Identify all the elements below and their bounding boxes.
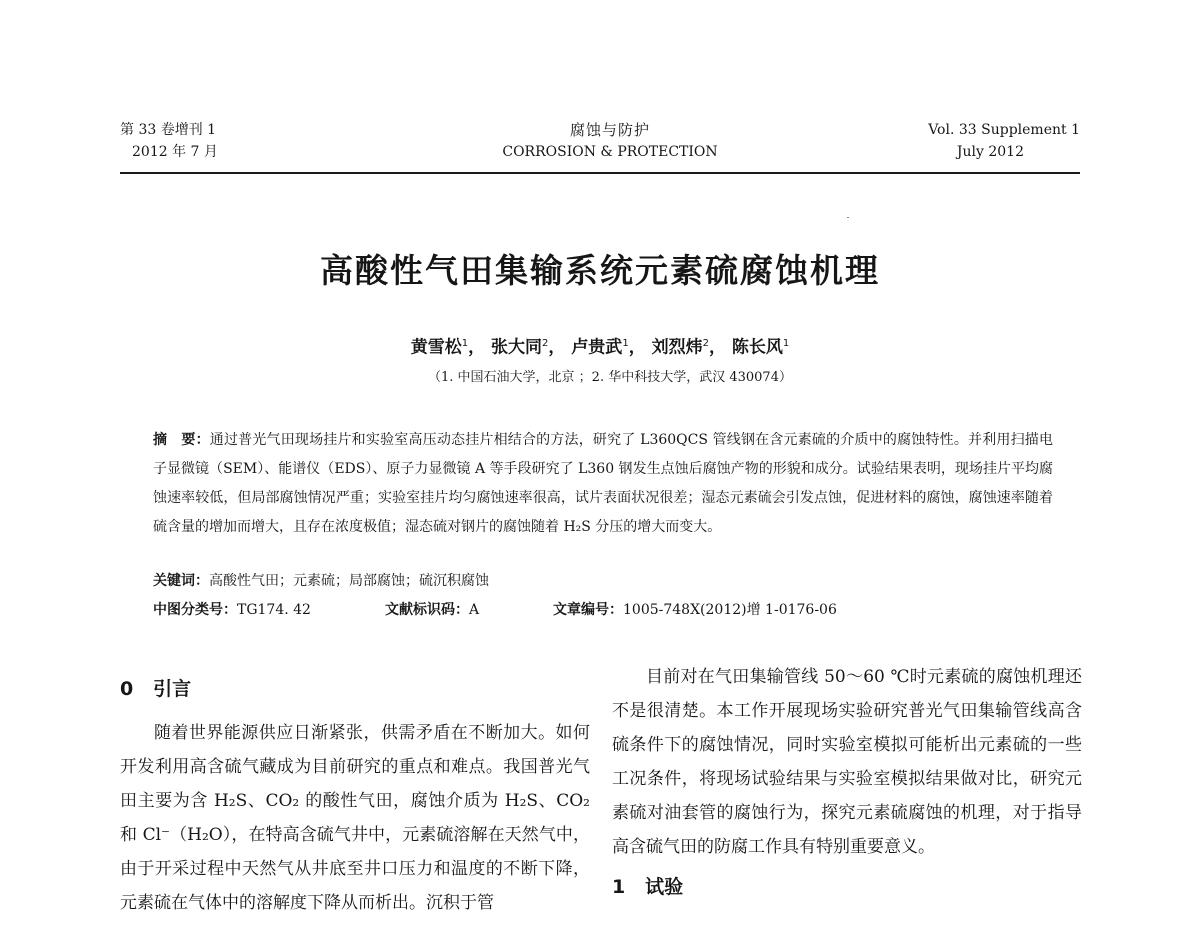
document-code: [385, 599, 479, 621]
header-volume-info: [120, 119, 218, 163]
affiliations: （1. 中国石油大学，北京 ；2. 华中科技大学，武汉 430074）: [428, 370, 792, 385]
author-name: 张大同: [491, 337, 543, 358]
author-name: 卢贵武: [571, 337, 623, 358]
author-name: 黄雪松: [410, 337, 462, 358]
keywords-label: 关键词：: [153, 573, 209, 589]
abstract-text: 通过普光气田现场挂片和实验室高压动态挂片相结合的方法，研究了 L360QCS 管线钢在含元素硫的介质中的腐蚀特性。并利用扫描电子显微镜（SEM）、能谱仪（EDS）、原子力显微镜 A 等手段研究了 L360 钢发生点蚀后腐蚀产物的形貌和成分。试验结果表明，现场挂片平均腐蚀速率较低，但局部腐蚀情况严重；实验室挂片均匀腐蚀速率很高，试片表面状况很差；湿态元素硫会引发点蚀，促进材料的腐蚀，腐蚀速率随着硫含量的增加而增大，且存在浓度极值；湿态硫对钢片的腐蚀随着 H₂S 分压的增大而变大。: [153, 432, 1053, 535]
article-number-label: 文章编号：: [553, 602, 623, 618]
header-date-en: July 2012: [956, 144, 1024, 160]
clc-value: TG174. 42: [237, 602, 311, 618]
section-heading-experiment: [612, 870, 1082, 904]
journal-name-cn: 腐蚀与防护: [569, 121, 650, 139]
header-volume-en: Vol. 33 Supplement 1: [928, 122, 1080, 138]
abstract-label: 摘 要：: [153, 432, 210, 448]
section-heading-introduction: [120, 672, 590, 706]
header-volume: 第 33 卷增刊 1: [120, 122, 217, 138]
author-affiliation-mark: 1: [461, 338, 469, 349]
article-number-value: 1005-748X(2012)增 1-0176-06: [623, 602, 837, 618]
author-affiliation-mark: 1: [622, 338, 629, 349]
background-paragraph: 目前对在气田集输管线 50～60 ℃时元素硫的腐蚀机理还不是很清楚。本工作开展现场实验研究普光气田集输管线高含硫条件下的腐蚀情况，同时实验室模拟可能析出元素硫的一些工况条件，将现场试验结果与实验室模拟结果做对比，研究元素硫对油套管的腐蚀行为，探究元素硫腐蚀的机理，对于指导高含硫气田的防腐工作具有特别重要意义。: [612, 667, 1082, 857]
author-name: 刘烈炜: [651, 337, 703, 358]
author-name: 陈长风: [731, 337, 783, 358]
document-code-value: A: [469, 602, 480, 618]
section-number: 0: [120, 678, 134, 700]
author-affiliation-mark: 2: [702, 338, 709, 349]
clc-label: 中图分类号：: [153, 602, 237, 618]
author-affiliation-mark: 1: [782, 338, 790, 349]
introduction-paragraph: 随着世界能源供应日渐紧张，供需矛盾在不断加大。如何开发利用高含硫气藏成为目前研究的重点和难点。我国普光气田主要为含 H₂S、CO₂ 的酸性气田，腐蚀介质为 H₂S、CO₂ 和 Cl⁻（H₂O），在特高含硫气井中，元素硫溶解在天然气中，由于开采过程中天然气从井底至井口压力和温度的不断下降，元素硫在气体中的溶解度下降从而析出。沉积于管: [120, 723, 590, 913]
header-date-cn: 2012 年 7 月: [132, 144, 218, 160]
header-journal: [440, 119, 780, 163]
journal-name-en: CORROSION & PROTECTION: [502, 144, 718, 160]
author-affiliation-mark: 2: [542, 338, 549, 349]
keywords-text: 高酸性气田；元素硫；局部腐蚀；硫沉积腐蚀: [209, 573, 489, 589]
clc-number: [153, 599, 311, 621]
section-title: 试验: [645, 876, 684, 898]
header-divider: [120, 172, 1080, 174]
left-column: [120, 660, 590, 920]
keywords: [153, 570, 1053, 592]
right-column: [612, 660, 1082, 914]
abstract: [153, 426, 1053, 542]
header-issue-info: [830, 119, 1080, 163]
document-code-label: 文献标识码：: [385, 602, 469, 618]
author-list: 黄雪松$^1$， 张大同$^2$， 卢贵武$^1$， 刘烈炜$^2$， 陈长风$^1$: [410, 337, 790, 358]
paper-title: 高酸性气田集输系统元素硫腐蚀机理: [320, 251, 880, 290]
article-number: [553, 599, 837, 621]
section-number: 1: [612, 876, 626, 898]
section-title: 引言: [153, 678, 192, 700]
scan-speck: [847, 217, 849, 218]
